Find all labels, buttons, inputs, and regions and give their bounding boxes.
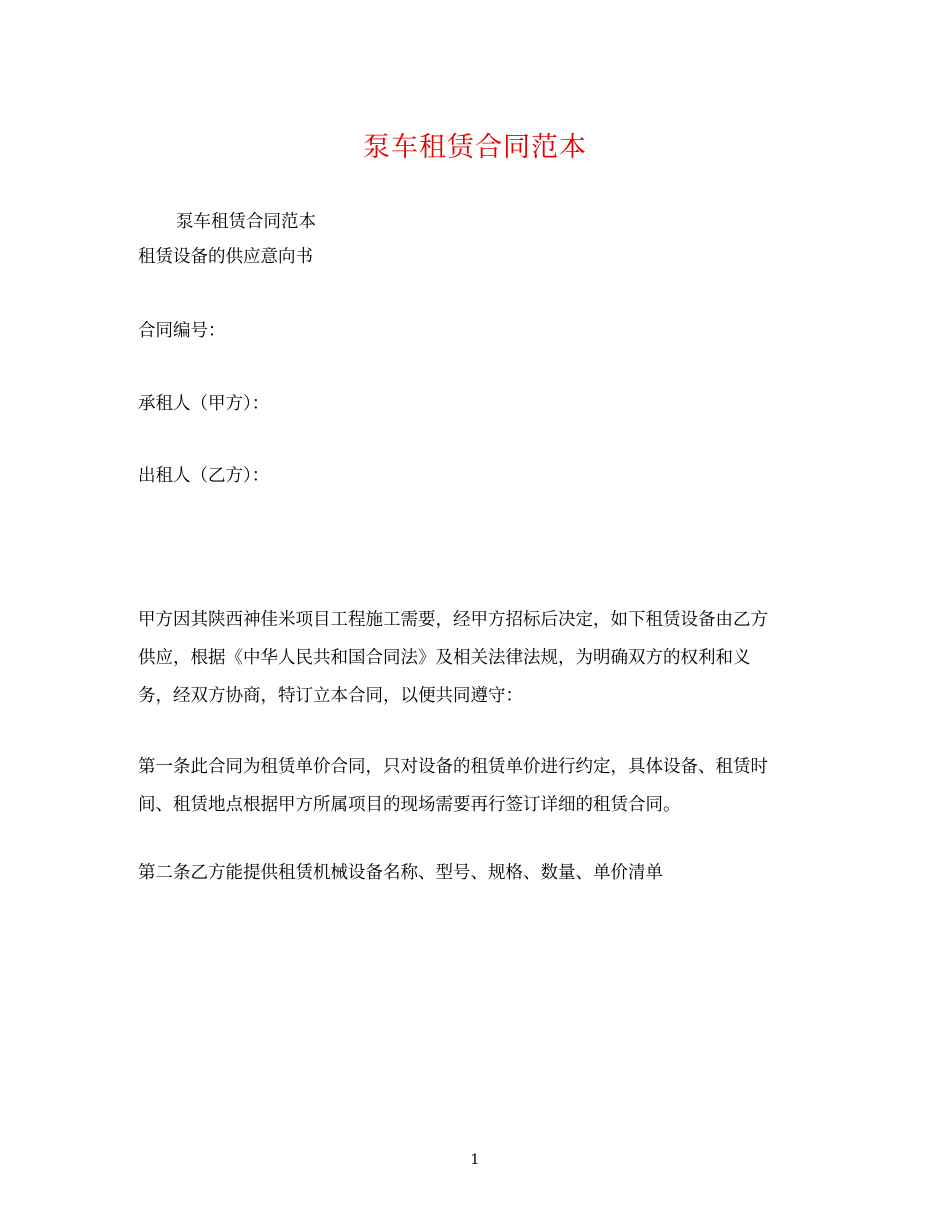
document-heading: 租赁设备的供应意向书 <box>138 247 313 267</box>
lessee-label: 承租人（甲方）： <box>138 394 270 414</box>
article-2-paragraph <box>138 854 818 892</box>
document-title: 泵车租赁合同范本 <box>363 132 587 163</box>
intro-paragraph <box>138 601 818 715</box>
intro-line: 甲方因其陕西神佳米项目工程施工需要，经甲方招标后决定，如下租赁设备由乙方 <box>138 610 768 630</box>
intro-line: 供应，根据《中华人民共和国合同法》及相关法律法规，为明确双方的权利和义 <box>138 648 751 668</box>
page-number: 1 <box>470 1152 480 1168</box>
article-1-paragraph <box>138 748 818 824</box>
document-subtitle: 泵车租赁合同范本 <box>176 212 316 232</box>
lessor-label: 出租人（乙方）： <box>138 466 270 486</box>
article-1-line: 第一条此合同为租赁单价合同，只对设备的租赁单价进行约定，具体设备、租赁时 <box>138 757 768 777</box>
intro-line: 务，经双方协商，特订立本合同，以便共同遵守： <box>138 686 523 706</box>
article-1-line: 间、租赁地点根据甲方所属项目的现场需要再行签订详细的租赁合同。 <box>138 795 681 815</box>
contract-number-label: 合同编号： <box>138 321 226 341</box>
article-2-line: 第二条乙方能提供租赁机械设备名称、型号、规格、数量、单价清单 <box>138 863 663 883</box>
